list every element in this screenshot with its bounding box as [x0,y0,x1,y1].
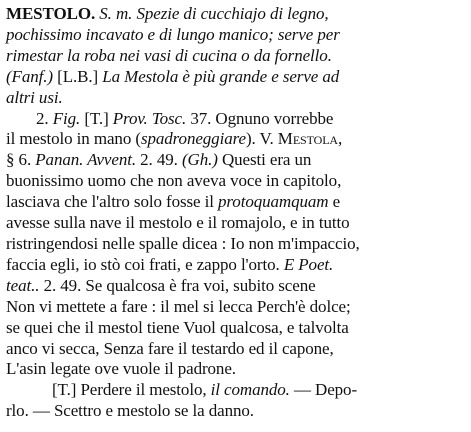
entry-text: 37. Ognuno vorrebbe [190,108,334,128]
italic-term: protoquamquam [218,192,329,212]
entry-text: ). V. [245,129,274,149]
sense-3-line [6,380,468,401]
entry-line [6,67,468,88]
entry-line [6,255,468,276]
verse-line: anco vi secca, Senza fare il testardo ed il capone, [6,338,334,358]
definition-line: pochissimo incavato e di lungo manico; serve per [6,24,340,44]
entry-line [6,192,468,213]
definition-text: Spezie di cucchiajo di legno, [136,4,329,23]
verse-line: se quei che il mestol tiene Vuol qualcosa, e talvolta [6,317,349,337]
gloss-text: il comando. [210,380,290,400]
definition-line: rimestar la roba nei vasi di cucina o da fornello. [6,45,332,65]
entry-line: buonissimo uomo che non aveva voce in capitolo, [6,171,342,191]
source-citation: teat.. [6,275,40,295]
dictionary-entry [6,4,468,422]
entry-line: avesse sulla nave il mestolo e il romajolo, e in tutto [6,213,350,233]
entry-text: 2. 49. Se qualcosa è fra voi, subito scene [43,275,316,295]
entry-line [6,150,468,171]
verse-line: L'asin legate ove vuole il padrone. [6,359,236,379]
usage-label: Fig. [52,108,81,128]
entry-line [6,129,468,150]
entry-text: il mestolo in mano ( [6,129,141,149]
entry-line [6,276,468,297]
part-of-speech: S. m. [99,4,133,23]
source-citation: E Poet. [283,254,334,274]
entry-line: ristringendosi nelle spalle dicea : Io non m'impaccio, [6,233,360,253]
source-tag: [T.] [52,380,77,400]
entry-text: faccia egli, io stò coi frati, e zappo l'orto. [6,254,280,274]
entry-text: lasciava che l'altro solo fosse il [6,192,214,212]
entry-text: Perdere il mestolo, [80,380,207,400]
note-line: altri usi. [6,87,63,107]
entry-text: — Scettro e mestolo se la danno. [32,401,254,421]
entry-text: e [332,192,341,212]
entry-text: Questi era un [221,150,312,170]
source-citation: Panan. Avvent. [35,150,136,170]
headword: MESTOLO. [6,4,96,23]
cross-reference: Mestola, [277,129,343,149]
source-citation: (Fanf.) [6,66,53,86]
note-text: La Mestola è più grande e serve ad [102,66,340,86]
sense-2-line [6,109,468,130]
entry-text: — Depo- [293,380,358,400]
section-ref: § 6. [6,150,32,170]
entry-line [6,401,468,422]
entry-text: 2. 49. [140,150,178,170]
entry-text: rlo. [6,401,29,421]
source-tag: [L.B.] [57,66,99,86]
source-citation: (Gh.) [181,150,218,170]
entry-line [6,4,468,25]
gloss-text: spadroneggiare [140,129,246,149]
sense-number: 2. [36,108,49,128]
verse-line: Non vi mettete a fare : il mel si lecca Perch'è dolce; [6,296,351,316]
source-citation: Prov. Tosc. [112,108,187,128]
source-tag: [T.] [84,108,109,128]
